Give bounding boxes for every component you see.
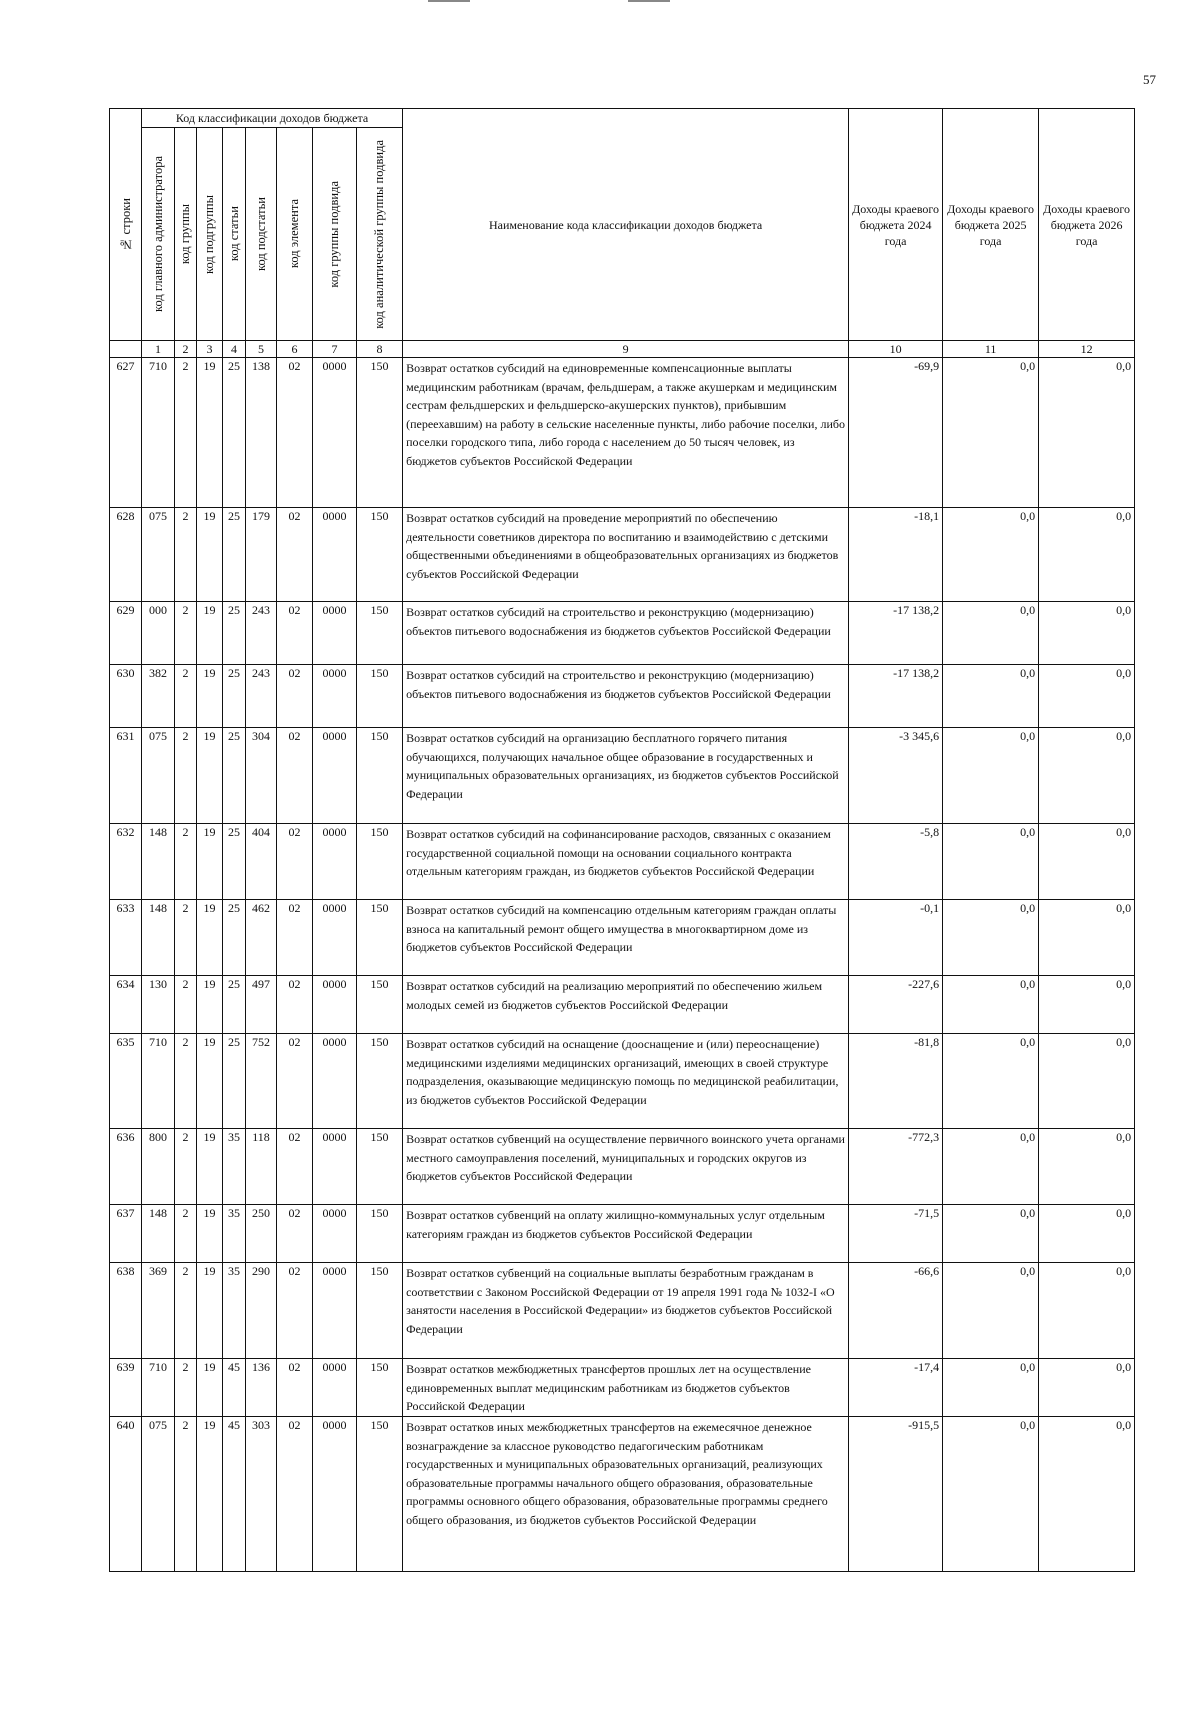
subgroup-code: 19 (197, 728, 223, 824)
article-code: 25 (223, 602, 246, 665)
element-code: 02 (277, 728, 313, 824)
subgroup-code: 19 (197, 1263, 223, 1359)
subgroup-code: 19 (197, 1205, 223, 1263)
amount-2024: -17,4 (849, 1359, 943, 1417)
subkind-group-code: 0000 (313, 728, 357, 824)
group-code: 2 (175, 976, 197, 1034)
column-number: 1 (142, 341, 175, 358)
amount-2025: 0,0 (943, 508, 1039, 602)
admin-code: 130 (142, 976, 175, 1034)
column-number: 7 (313, 341, 357, 358)
amount-2025: 0,0 (943, 976, 1039, 1034)
analytic-group-code: 150 (357, 1263, 403, 1359)
amount-2024: -915,5 (849, 1417, 943, 1572)
article-code: 25 (223, 976, 246, 1034)
table-row (110, 976, 1135, 1034)
revenue-name: Возврат остатков субвенций на осуществление первичного воинского учета органами местного самоуправления поселений, муниципальных и городских округов из бюджетов субъектов Российской Федерации (403, 1129, 849, 1205)
row-number: 632 (110, 824, 142, 900)
subarticle-code: 404 (246, 824, 277, 900)
element-code: 02 (277, 1034, 313, 1129)
element-code: 02 (277, 1417, 313, 1572)
amount-2024: -66,6 (849, 1263, 943, 1359)
column-number: 8 (357, 341, 403, 358)
revenue-name: Возврат остатков иных межбюджетных трансфертов на ежемесячное денежное вознаграждение за классное руководство педагогическим работникам государственных и муниципальных образовательных организаций, реализующих образовательные программы начального общего образования, образовательные программы основного общего образования, образовательные программы среднего общего образования, из бюджетов субъектов Российской Федерации (403, 1417, 849, 1572)
amount-2024: -3 345,6 (849, 728, 943, 824)
subkind-group-code: 0000 (313, 602, 357, 665)
amount-2025: 0,0 (943, 1129, 1039, 1205)
subkind-group-code: 0000 (313, 1205, 357, 1263)
subkind-group-code-header: код группы подвида (313, 128, 357, 341)
subgroup-code: 19 (197, 1129, 223, 1205)
article-code: 45 (223, 1417, 246, 1572)
table-body (110, 358, 1135, 1572)
classification-code-header: Код классификации доходов бюджета (142, 109, 403, 128)
revenue-name: Возврат остатков межбюджетных трансфертов прошлых лет на осуществление единовременных выплат медицинским работникам из бюджетов субъектов Российской Федерации (403, 1359, 849, 1417)
budget-revenue-table (109, 108, 1135, 1572)
admin-code: 369 (142, 1263, 175, 1359)
subarticle-code: 304 (246, 728, 277, 824)
subgroup-code: 19 (197, 508, 223, 602)
group-code: 2 (175, 602, 197, 665)
article-code: 35 (223, 1263, 246, 1359)
amount-2026: 0,0 (1039, 728, 1135, 824)
amount-2025: 0,0 (943, 358, 1039, 508)
admin-code: 148 (142, 1205, 175, 1263)
analytic-group-code: 150 (357, 1417, 403, 1572)
revenue-name: Возврат остатков субсидий на софинансирование расходов, связанных с оказанием государственной социальной помощи на основании социального контракта отдельным категориям граждан, из бюджетов субъектов Российской Федерации (403, 824, 849, 900)
analytic-group-code: 150 (357, 1129, 403, 1205)
element-code: 02 (277, 358, 313, 508)
column-number: 3 (197, 341, 223, 358)
admin-code: 710 (142, 1034, 175, 1129)
admin-code: 075 (142, 508, 175, 602)
page-number: 57 (1143, 72, 1156, 87)
subarticle-code: 290 (246, 1263, 277, 1359)
article-code: 35 (223, 1205, 246, 1263)
group-code: 2 (175, 824, 197, 900)
admin-code: 800 (142, 1129, 175, 1205)
subgroup-code: 19 (197, 976, 223, 1034)
subkind-group-code: 0000 (313, 1034, 357, 1129)
subarticle-code: 462 (246, 900, 277, 976)
amount-2026: 0,0 (1039, 1205, 1135, 1263)
revenue-name: Возврат остатков субсидий на строительство и реконструкцию (модернизацию) объектов питьевого водоснабжения из бюджетов субъектов Российской Федерации (403, 602, 849, 665)
group-code: 2 (175, 728, 197, 824)
row-number: 629 (110, 602, 142, 665)
amount-2026: 0,0 (1039, 508, 1135, 602)
revenue-name: Возврат остатков субсидий на строительство и реконструкцию (модернизацию) объектов питьевого водоснабжения из бюджетов субъектов Российской Федерации (403, 665, 849, 728)
table-row (110, 358, 1135, 508)
article-code: 25 (223, 1034, 246, 1129)
subarticle-code: 250 (246, 1205, 277, 1263)
row-number: 640 (110, 1417, 142, 1572)
table-row (110, 1417, 1135, 1572)
revenue-name: Возврат остатков субсидий на оснащение (дооснащение и (или) переоснащение) медицинскими изделиями медицинских организаций, имеющих в своей структуре подразделения, оказывающие медицинскую помощь по медицинской реабилитации, из бюджетов субъектов Российской Федерации (403, 1034, 849, 1129)
table-row (110, 1034, 1135, 1129)
subkind-group-code: 0000 (313, 508, 357, 602)
admin-code: 148 (142, 824, 175, 900)
amount-2024: -5,8 (849, 824, 943, 900)
name-column-header: Наименование кода классификации доходов бюджета (403, 109, 849, 341)
article-code: 25 (223, 665, 246, 728)
article-code: 25 (223, 508, 246, 602)
row-number: 628 (110, 508, 142, 602)
analytic-group-code: 150 (357, 976, 403, 1034)
table-row (110, 900, 1135, 976)
subarticle-code: 303 (246, 1417, 277, 1572)
group-code: 2 (175, 900, 197, 976)
group-code: 2 (175, 1417, 197, 1572)
analytic-group-code: 150 (357, 602, 403, 665)
revenue-name: Возврат остатков субсидий на компенсацию отдельным категориям граждан оплаты взноса на капитальный ремонт общего имущества в многоквартирном доме из бюджетов субъектов Российской Федерации (403, 900, 849, 976)
subarticle-code: 497 (246, 976, 277, 1034)
subgroup-code: 19 (197, 665, 223, 728)
amount-2024: -81,8 (849, 1034, 943, 1129)
amount-2025: 0,0 (943, 900, 1039, 976)
analytic-group-code-header: код аналитической группы подвида (357, 128, 403, 341)
amount-2026: 0,0 (1039, 1263, 1135, 1359)
amount-2026: 0,0 (1039, 1417, 1135, 1572)
element-code: 02 (277, 1205, 313, 1263)
row-number: 639 (110, 1359, 142, 1417)
element-code: 02 (277, 1359, 313, 1417)
revenue-name: Возврат остатков субсидий на реализацию мероприятий по обеспечению жильем молодых семей из бюджетов субъектов Российской Федерации (403, 976, 849, 1034)
element-code: 02 (277, 900, 313, 976)
amount-2024: -0,1 (849, 900, 943, 976)
group-code: 2 (175, 1359, 197, 1417)
subkind-group-code: 0000 (313, 1359, 357, 1417)
subkind-group-code: 0000 (313, 900, 357, 976)
amount-2025: 0,0 (943, 1034, 1039, 1129)
year-2024-header: Доходы краевого бюджета 2024 года (849, 109, 943, 341)
admin-code: 075 (142, 1417, 175, 1572)
subkind-group-code: 0000 (313, 1263, 357, 1359)
row-number: 633 (110, 900, 142, 976)
column-number: 4 (223, 341, 246, 358)
element-code: 02 (277, 1129, 313, 1205)
element-code: 02 (277, 665, 313, 728)
table-row (110, 824, 1135, 900)
subarticle-code: 179 (246, 508, 277, 602)
amount-2026: 0,0 (1039, 1034, 1135, 1129)
column-number: 12 (1039, 341, 1135, 358)
amount-2025: 0,0 (943, 1263, 1039, 1359)
group-code: 2 (175, 1205, 197, 1263)
row-number: 630 (110, 665, 142, 728)
table-header (110, 109, 1135, 358)
analytic-group-code: 150 (357, 1359, 403, 1417)
subarticle-code: 243 (246, 665, 277, 728)
amount-2024: -17 138,2 (849, 602, 943, 665)
row-number: 637 (110, 1205, 142, 1263)
element-code: 02 (277, 976, 313, 1034)
column-number: 2 (175, 341, 197, 358)
article-code: 25 (223, 358, 246, 508)
subarticle-code: 136 (246, 1359, 277, 1417)
table-row (110, 728, 1135, 824)
subarticle-code-header: код подстатьи (246, 128, 277, 341)
amount-2026: 0,0 (1039, 900, 1135, 976)
subgroup-code: 19 (197, 1417, 223, 1572)
element-code: 02 (277, 824, 313, 900)
amount-2025: 0,0 (943, 665, 1039, 728)
row-number: 636 (110, 1129, 142, 1205)
amount-2025: 0,0 (943, 1359, 1039, 1417)
admin-code-header: код главного администратора (142, 128, 175, 341)
amount-2026: 0,0 (1039, 976, 1135, 1034)
amount-2025: 0,0 (943, 602, 1039, 665)
group-code: 2 (175, 1129, 197, 1205)
year-2025-header: Доходы краевого бюджета 2025 года (943, 109, 1039, 341)
subkind-group-code: 0000 (313, 1417, 357, 1572)
admin-code: 000 (142, 602, 175, 665)
amount-2026: 0,0 (1039, 1129, 1135, 1205)
analytic-group-code: 150 (357, 728, 403, 824)
year-2026-header: Доходы краевого бюджета 2026 года (1039, 109, 1135, 341)
amount-2025: 0,0 (943, 1417, 1039, 1572)
amount-2024: -772,3 (849, 1129, 943, 1205)
subgroup-code: 19 (197, 602, 223, 665)
revenue-name: Возврат остатков субсидий на единовременные компенсационные выплаты медицинским работникам (врачам, фельдшерам, а также акушеркам и медицинским сестрам фельдшерских и фельдшерско-акушерских пунктов), прибывшим (переехавшим) на работу в сельские населенные пункты, либо рабочие поселки, либо поселки городского типа, либо города с населением до 50 тысяч человек, из бюджетов субъектов Российской Федерации (403, 358, 849, 508)
admin-code: 710 (142, 1359, 175, 1417)
table-row (110, 602, 1135, 665)
subgroup-code: 19 (197, 900, 223, 976)
row-number: 634 (110, 976, 142, 1034)
amount-2026: 0,0 (1039, 824, 1135, 900)
table-row (110, 1205, 1135, 1263)
subarticle-code: 243 (246, 602, 277, 665)
amount-2024: -227,6 (849, 976, 943, 1034)
subarticle-code: 118 (246, 1129, 277, 1205)
article-code: 25 (223, 900, 246, 976)
table-row (110, 1263, 1135, 1359)
subarticle-code: 138 (246, 358, 277, 508)
amount-2024: -17 138,2 (849, 665, 943, 728)
column-number: 5 (246, 341, 277, 358)
amount-2026: 0,0 (1039, 1359, 1135, 1417)
analytic-group-code: 150 (357, 1034, 403, 1129)
row-number: 635 (110, 1034, 142, 1129)
amount-2026: 0,0 (1039, 602, 1135, 665)
revenue-name: Возврат остатков субвенций на оплату жилищно-коммунальных услуг отдельным категориям граждан из бюджетов субъектов Российской Федерации (403, 1205, 849, 1263)
table-row (110, 665, 1135, 728)
subkind-group-code: 0000 (313, 665, 357, 728)
amount-2026: 0,0 (1039, 665, 1135, 728)
scan-top-marks (0, 0, 1200, 4)
table-row (110, 508, 1135, 602)
subgroup-code: 19 (197, 358, 223, 508)
subkind-group-code: 0000 (313, 1129, 357, 1205)
amount-2024: -18,1 (849, 508, 943, 602)
column-number: 9 (403, 341, 849, 358)
analytic-group-code: 150 (357, 665, 403, 728)
revenue-name: Возврат остатков субсидий на организацию бесплатного горячего питания обучающихся, получающих начальное общее образование в государственных и муниципальных образовательных организациях, из бюджетов субъектов Российской Федерации (403, 728, 849, 824)
group-code: 2 (175, 1034, 197, 1129)
subgroup-code: 19 (197, 824, 223, 900)
group-code-header: код группы (175, 128, 197, 341)
admin-code: 710 (142, 358, 175, 508)
subgroup-code: 19 (197, 1034, 223, 1129)
amount-2025: 0,0 (943, 1205, 1039, 1263)
article-code-header: код статьи (223, 128, 246, 341)
column-number: 6 (277, 341, 313, 358)
revenue-name: Возврат остатков субвенций на социальные выплаты безработным гражданам в соответствии с Законом Российской Федерации от 19 апреля 1991 года № 1032-I «О занятости населения в Российской Федерации» из бюджетов субъектов Российской Федерации (403, 1263, 849, 1359)
analytic-group-code: 150 (357, 508, 403, 602)
admin-code: 075 (142, 728, 175, 824)
subgroup-code-header: код подгруппы (197, 128, 223, 341)
column-number: 11 (943, 341, 1039, 358)
admin-code: 382 (142, 665, 175, 728)
admin-code: 148 (142, 900, 175, 976)
group-code: 2 (175, 358, 197, 508)
article-code: 25 (223, 824, 246, 900)
row-number: 627 (110, 358, 142, 508)
row-number-header: № строки (110, 109, 142, 341)
amount-2026: 0,0 (1039, 358, 1135, 508)
article-code: 25 (223, 728, 246, 824)
subkind-group-code: 0000 (313, 358, 357, 508)
group-code: 2 (175, 665, 197, 728)
element-code-header: код элемента (277, 128, 313, 341)
table-row (110, 1129, 1135, 1205)
analytic-group-code: 150 (357, 1205, 403, 1263)
subarticle-code: 752 (246, 1034, 277, 1129)
amount-2024: -71,5 (849, 1205, 943, 1263)
article-code: 45 (223, 1359, 246, 1417)
analytic-group-code: 150 (357, 824, 403, 900)
column-number-row (110, 341, 1135, 358)
subgroup-code: 19 (197, 1359, 223, 1417)
element-code: 02 (277, 508, 313, 602)
element-code: 02 (277, 1263, 313, 1359)
article-code: 35 (223, 1129, 246, 1205)
row-number: 638 (110, 1263, 142, 1359)
analytic-group-code: 150 (357, 358, 403, 508)
column-number: 10 (849, 341, 943, 358)
revenue-name: Возврат остатков субсидий на проведение мероприятий по обеспечению деятельности советников директора по воспитанию и взаимодействию с детскими общественными объединениями в общеобразовательных организациях из бюджетов субъектов Российской Федерации (403, 508, 849, 602)
amount-2025: 0,0 (943, 728, 1039, 824)
table-row (110, 1359, 1135, 1417)
amount-2025: 0,0 (943, 824, 1039, 900)
group-code: 2 (175, 508, 197, 602)
subkind-group-code: 0000 (313, 824, 357, 900)
element-code: 02 (277, 602, 313, 665)
analytic-group-code: 150 (357, 900, 403, 976)
row-number: 631 (110, 728, 142, 824)
subkind-group-code: 0000 (313, 976, 357, 1034)
group-code: 2 (175, 1263, 197, 1359)
column-number-blank (110, 341, 142, 358)
amount-2024: -69,9 (849, 358, 943, 508)
